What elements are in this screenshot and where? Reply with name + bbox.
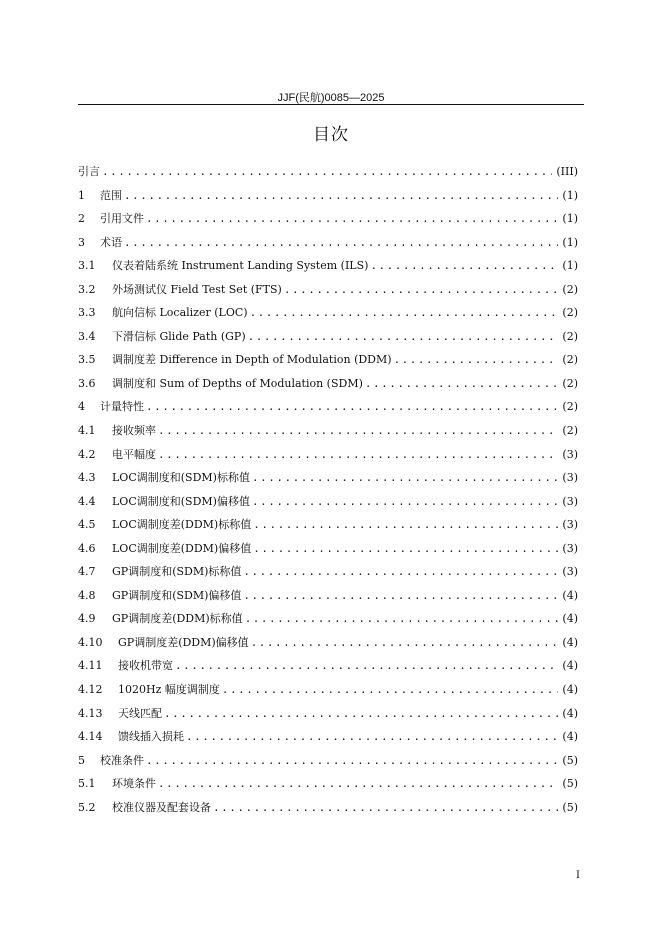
toc-entry-page: (2) [562, 400, 578, 414]
running-header: JJF(民航)0085—2025 [277, 92, 385, 104]
toc-dot-leader [394, 348, 559, 372]
toc-dot-leader [146, 207, 558, 231]
toc-entry[interactable] [78, 231, 578, 255]
toc-entry[interactable] [78, 749, 578, 773]
toc-entry-label: 下滑信标 Glide Path (GP) [112, 329, 246, 343]
toc-dot-leader [213, 796, 558, 820]
toc-entry-number: 4.10 [78, 635, 103, 649]
toc-entry-label: 天线匹配 [118, 706, 162, 720]
toc-dot-leader [164, 702, 558, 726]
toc-entry-label: 术语 [100, 235, 122, 249]
toc-entry-label: 引言 [78, 165, 100, 178]
toc-entry-label: LOC调制度和(SDM)偏移值 [112, 494, 250, 508]
toc-entry[interactable] [78, 395, 578, 419]
toc-entry-page: (4) [562, 659, 578, 673]
toc-entry-number: 3.2 [78, 282, 96, 296]
toc-entry[interactable] [78, 278, 578, 302]
toc-entry-page: (4) [562, 588, 578, 602]
toc-entry[interactable] [78, 348, 578, 372]
toc-entry-number: 4.12 [78, 683, 103, 697]
toc-entry-number: 3.6 [78, 376, 96, 390]
toc-entry-page: (2) [562, 282, 578, 296]
toc-entry-label: 校准仪器及配套设备 [112, 800, 211, 814]
toc-entry-label: LOC调制度差(DDM)标称值 [112, 518, 252, 532]
toc-entry-label: GP调制度和(SDM)偏移值 [112, 588, 242, 602]
toc-dot-leader [243, 584, 558, 608]
toc-entry-page: (3) [562, 541, 578, 555]
toc-entry-label: 调制度差 Difference in Depth of Modulation (DDM) [112, 353, 392, 367]
toc-entry-page: (2) [562, 329, 578, 343]
toc-entry-label: 引用文件 [100, 212, 144, 226]
toc-entry-page: (3) [562, 471, 578, 485]
toc-entry-number: 4.4 [78, 494, 96, 508]
toc-entry-page: (1) [562, 212, 578, 226]
toc-entry[interactable] [78, 537, 578, 561]
toc-entry-page: (4) [562, 635, 578, 649]
toc-entry[interactable] [78, 184, 578, 208]
toc-entry-label: GP调制度和(SDM)标称值 [112, 565, 242, 579]
toc-entry-label: 外场测试仪 Field Test Set (FTS) [112, 282, 282, 296]
toc-entry-page: (3) [562, 447, 578, 461]
toc-dot-leader [370, 254, 558, 278]
toc-entry[interactable] [78, 631, 578, 655]
toc-dot-leader [124, 184, 558, 208]
toc-entry-label: LOC调制度和(SDM)标称值 [112, 471, 250, 485]
toc-entry[interactable] [78, 796, 578, 820]
toc-entry-page: (2) [562, 376, 578, 390]
toc-entry[interactable] [78, 584, 578, 608]
toc-entry-number: 5 [78, 753, 85, 767]
toc-dot-leader [175, 654, 558, 678]
toc-dot-leader [243, 560, 558, 584]
toc-dot-leader [124, 231, 558, 255]
toc-dot-leader [250, 301, 559, 325]
toc-entry-number: 4.6 [78, 541, 96, 555]
toc-entry-page: (4) [562, 683, 578, 697]
toc-dot-leader [284, 278, 559, 302]
toc-dot-leader [146, 395, 558, 419]
toc-entry-number: 2 [78, 212, 85, 226]
toc-entry[interactable] [78, 607, 578, 631]
toc-entry[interactable] [78, 725, 578, 749]
toc-entry-page: (3) [562, 565, 578, 579]
toc-entry-page: (5) [562, 753, 578, 767]
toc-entry-label: 电平幅度 [112, 447, 156, 461]
toc-entry[interactable] [78, 419, 578, 443]
toc-entry-number: 4.14 [78, 730, 103, 744]
toc-dot-leader [252, 490, 558, 514]
toc-entry[interactable] [78, 490, 578, 514]
toc-dot-leader [158, 443, 558, 467]
toc-entry[interactable] [78, 560, 578, 584]
toc-entry-number: 4.9 [78, 612, 96, 626]
toc-entry-page: (2) [562, 306, 578, 320]
toc-entry[interactable] [78, 160, 578, 184]
toc-entry[interactable] [78, 466, 578, 490]
toc-entry-label: GP调制度差(DDM)偏移值 [118, 635, 249, 649]
page-title: 目次 [313, 125, 349, 145]
toc-dot-leader [146, 749, 558, 773]
toc-entry-page: (5) [562, 777, 578, 791]
toc-entry-page: (III) [556, 165, 578, 178]
toc-entry-label: 馈线插入损耗 [118, 730, 184, 744]
toc-entry-number: 4.2 [78, 447, 96, 461]
toc-entry-page: (1) [562, 259, 578, 273]
toc-dot-leader [253, 537, 558, 561]
toc-entry-number: 4 [78, 400, 85, 414]
toc-entry-page: (3) [562, 518, 578, 532]
toc-entry[interactable] [78, 654, 578, 678]
toc-entry[interactable] [78, 207, 578, 231]
header-rule [78, 104, 584, 105]
toc-entry-number: 3.1 [78, 259, 96, 273]
toc-entry[interactable] [78, 702, 578, 726]
toc-entry-number: 4.13 [78, 706, 103, 720]
toc-dot-leader [365, 372, 559, 396]
toc-dot-leader [248, 325, 559, 349]
toc-entry-number: 1 [78, 188, 85, 202]
toc-entry-label: 航向信标 Localizer (LOC) [112, 306, 248, 320]
page-number: I [576, 870, 580, 881]
toc-entry-page: (5) [562, 800, 578, 814]
toc-entry-label: 接收频率 [112, 424, 156, 438]
toc-entry[interactable] [78, 513, 578, 537]
toc-entry[interactable] [78, 372, 578, 396]
toc-dot-leader [222, 678, 559, 702]
toc-entry-label: 接收机带宽 [118, 659, 173, 673]
toc-dot-leader [245, 607, 559, 631]
toc-entry-number: 5.2 [78, 800, 96, 814]
toc-dot-leader [102, 160, 552, 184]
toc-entry-number: 4.7 [78, 565, 96, 579]
toc-entry-page: (1) [562, 235, 578, 249]
toc-dot-leader [158, 419, 558, 443]
toc-entry[interactable] [78, 772, 578, 796]
toc-entry-label: 环境条件 [112, 777, 156, 791]
toc-entry-page: (1) [562, 188, 578, 202]
toc-entry-number: 4.5 [78, 518, 96, 532]
toc-entry[interactable] [78, 678, 578, 702]
toc-entry-number: 4.11 [78, 659, 103, 673]
toc-entry-number: 4.1 [78, 424, 96, 438]
toc-entry-number: 3.4 [78, 329, 96, 343]
toc-entry-page: (2) [562, 424, 578, 438]
toc-entry-page: (4) [562, 612, 578, 626]
toc-dot-leader [158, 772, 558, 796]
toc-entry-label: 调制度和 Sum of Depths of Modulation (SDM) [112, 376, 363, 390]
toc-entry-label: 范围 [100, 188, 122, 202]
toc-entry-page: (3) [562, 494, 578, 508]
toc-entry-label: GP调制度差(DDM)标称值 [112, 612, 243, 626]
toc-entry-number: 3.3 [78, 306, 96, 320]
toc-dot-leader [252, 466, 558, 490]
table-of-contents [78, 160, 578, 819]
toc-entry-label: LOC调制度差(DDM)偏移值 [112, 541, 252, 555]
toc-entry-label: 仪表着陆系统 Instrument Landing System (ILS) [112, 259, 369, 273]
toc-entry[interactable] [78, 325, 578, 349]
toc-entry[interactable] [78, 301, 578, 325]
toc-entry-number: 3 [78, 235, 85, 249]
toc-entry-page: (2) [562, 353, 578, 367]
toc-entry-number: 5.1 [78, 777, 96, 791]
toc-entry-number: 4.8 [78, 588, 96, 602]
toc-entry-page: (4) [562, 730, 578, 744]
toc-entry-number: 4.3 [78, 471, 96, 485]
toc-dot-leader [251, 631, 559, 655]
toc-entry-number: 3.5 [78, 353, 96, 367]
toc-dot-leader [186, 725, 558, 749]
toc-entry-label: 校准条件 [100, 753, 144, 767]
toc-entry-label: 1020Hz 幅度调制度 [118, 683, 220, 697]
toc-entry[interactable] [78, 443, 578, 467]
toc-entry-label: 计量特性 [100, 400, 144, 414]
toc-entry-page: (4) [562, 706, 578, 720]
toc-dot-leader [253, 513, 558, 537]
toc-entry[interactable] [78, 254, 578, 278]
